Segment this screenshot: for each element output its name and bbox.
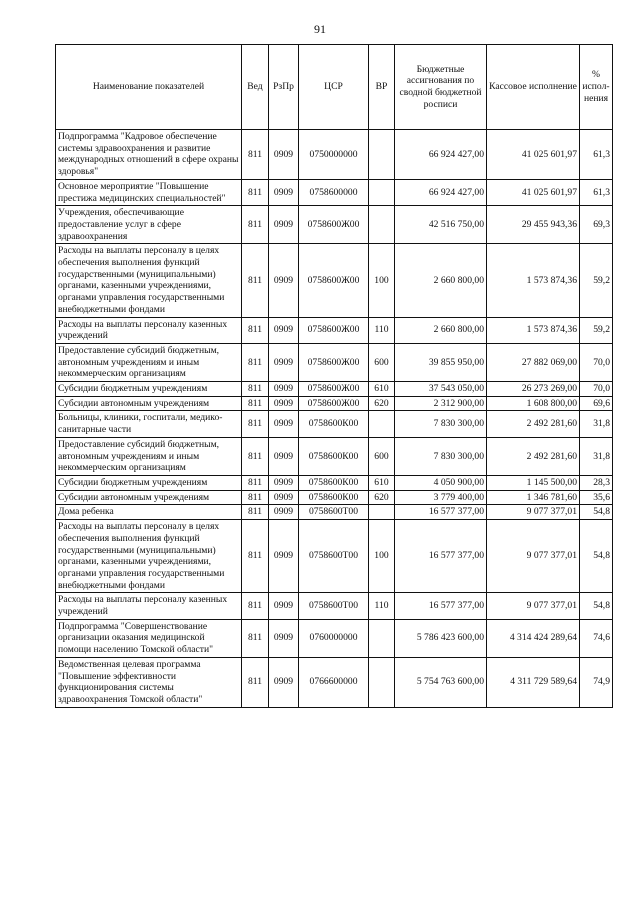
cell-rzpr: 0909 — [269, 130, 299, 180]
cell-plan: 16 577 377,00 — [395, 593, 487, 619]
cell-cash: 4 314 424 289,64 — [487, 619, 580, 657]
cell-pct: 69,6 — [580, 396, 613, 411]
cell-rzpr: 0909 — [269, 244, 299, 317]
cell-cash: 27 882 069,00 — [487, 343, 580, 381]
cell-vr — [369, 505, 395, 520]
cell-ved: 811 — [242, 657, 269, 707]
cell-pct: 59,2 — [580, 244, 613, 317]
cell-pct: 70,0 — [580, 382, 613, 397]
cell-vr: 110 — [369, 317, 395, 343]
cell-plan: 7 830 300,00 — [395, 437, 487, 475]
table-row — [56, 411, 613, 437]
cell-cash: 9 077 377,01 — [487, 593, 580, 619]
cell-rzpr: 0909 — [269, 490, 299, 505]
cell-name: Расходы на выплаты персоналу в целях обеспечения выполнения функций государственными (муниципальными) органами, казенными учреждениями, органами управления государственными внебюджетными фондами — [56, 520, 242, 593]
cell-pct: 59,2 — [580, 317, 613, 343]
cell-vr: 600 — [369, 343, 395, 381]
cell-rzpr: 0909 — [269, 343, 299, 381]
cell-vr: 600 — [369, 437, 395, 475]
cell-rzpr: 0909 — [269, 382, 299, 397]
cell-csr: 0758600К00 — [299, 437, 369, 475]
cell-pct: 35,6 — [580, 490, 613, 505]
cell-name: Подпрограмма "Кадровое обеспечение системы здравоохранения и развитие международных отношений в сфере охраны здоровья" — [56, 130, 242, 180]
cell-pct: 74,6 — [580, 619, 613, 657]
cell-vr: 100 — [369, 520, 395, 593]
table-header-row — [56, 45, 613, 130]
table-body — [56, 130, 613, 708]
table-row — [56, 317, 613, 343]
cell-pct: 31,8 — [580, 437, 613, 475]
cell-ved: 811 — [242, 343, 269, 381]
cell-name: Субсидии автономным учреждениям — [56, 490, 242, 505]
cell-ved: 811 — [242, 520, 269, 593]
table-row — [56, 505, 613, 520]
cell-vr — [369, 619, 395, 657]
cell-pct: 61,3 — [580, 130, 613, 180]
cell-rzpr: 0909 — [269, 411, 299, 437]
cell-vr — [369, 657, 395, 707]
cell-plan: 4 050 900,00 — [395, 475, 487, 490]
cell-csr: 0758600Т00 — [299, 520, 369, 593]
cell-ved: 811 — [242, 593, 269, 619]
header-ved: Вед — [242, 45, 269, 130]
cell-csr: 0758600Т00 — [299, 505, 369, 520]
cell-plan: 37 543 050,00 — [395, 382, 487, 397]
header-cash: Кассовое исполнение — [487, 45, 580, 130]
cell-plan: 5 786 423 600,00 — [395, 619, 487, 657]
cell-cash: 1 573 874,36 — [487, 244, 580, 317]
cell-pct: 70,0 — [580, 343, 613, 381]
header-pct: % испол-нения — [580, 45, 613, 130]
cell-name: Расходы на выплаты персоналу казенных учреждений — [56, 317, 242, 343]
table-row — [56, 437, 613, 475]
table-row — [56, 520, 613, 593]
cell-ved: 811 — [242, 317, 269, 343]
cell-rzpr: 0909 — [269, 593, 299, 619]
cell-name: Основное мероприятие "Повышение престижа медицинских специальностей" — [56, 179, 242, 205]
table-row — [56, 382, 613, 397]
table-row — [56, 619, 613, 657]
cell-cash: 2 492 281,60 — [487, 437, 580, 475]
cell-name: Предоставление субсидий бюджетным, автономным учреждениям и иным некоммерческим организациям — [56, 343, 242, 381]
cell-plan: 16 577 377,00 — [395, 505, 487, 520]
cell-plan: 2 660 800,00 — [395, 317, 487, 343]
cell-plan: 39 855 950,00 — [395, 343, 487, 381]
cell-cash: 1 346 781,60 — [487, 490, 580, 505]
table-row — [56, 475, 613, 490]
cell-ved: 811 — [242, 490, 269, 505]
cell-vr — [369, 130, 395, 180]
cell-rzpr: 0909 — [269, 179, 299, 205]
cell-cash: 1 608 800,00 — [487, 396, 580, 411]
header-name: Наименование показателей — [56, 45, 242, 130]
cell-ved: 811 — [242, 411, 269, 437]
cell-vr — [369, 206, 395, 244]
cell-ved: 811 — [242, 130, 269, 180]
cell-pct: 54,8 — [580, 505, 613, 520]
cell-vr: 620 — [369, 490, 395, 505]
cell-cash: 29 455 943,36 — [487, 206, 580, 244]
cell-csr: 0758600Ж00 — [299, 244, 369, 317]
budget-execution-table — [55, 44, 613, 708]
cell-csr: 0766600000 — [299, 657, 369, 707]
cell-name: Субсидии бюджетным учреждениям — [56, 382, 242, 397]
cell-rzpr: 0909 — [269, 657, 299, 707]
cell-cash: 9 077 377,01 — [487, 520, 580, 593]
cell-vr — [369, 411, 395, 437]
cell-rzpr: 0909 — [269, 437, 299, 475]
cell-csr: 0758600К00 — [299, 475, 369, 490]
cell-vr: 610 — [369, 382, 395, 397]
cell-vr: 110 — [369, 593, 395, 619]
table-row — [56, 130, 613, 180]
header-csr: ЦСР — [299, 45, 369, 130]
cell-cash: 1 145 500,00 — [487, 475, 580, 490]
table-row — [56, 593, 613, 619]
table-row — [56, 490, 613, 505]
cell-ved: 811 — [242, 437, 269, 475]
cell-name: Расходы на выплаты персоналу в целях обеспечения выполнения функций государственными (муниципальными) органами, казенными учреждениями, органами управления государственными внебюджетными фондами — [56, 244, 242, 317]
cell-csr: 0758600000 — [299, 179, 369, 205]
cell-plan: 7 830 300,00 — [395, 411, 487, 437]
cell-name: Ведомственная целевая программа "Повышение эффективности функционирования системы здравоохранения Томской области" — [56, 657, 242, 707]
cell-name: Учреждения, обеспечивающие предоставление услуг в сфере здравоохранения — [56, 206, 242, 244]
cell-cash: 41 025 601,97 — [487, 130, 580, 180]
cell-ved: 811 — [242, 475, 269, 490]
cell-name: Субсидии бюджетным учреждениям — [56, 475, 242, 490]
cell-cash: 9 077 377,01 — [487, 505, 580, 520]
cell-plan: 16 577 377,00 — [395, 520, 487, 593]
cell-plan: 66 924 427,00 — [395, 130, 487, 180]
cell-cash: 26 273 269,00 — [487, 382, 580, 397]
cell-ved: 811 — [242, 206, 269, 244]
cell-name: Подпрограмма "Совершенствование организации оказания медицинской помощи населению Томской области" — [56, 619, 242, 657]
cell-pct: 28,3 — [580, 475, 613, 490]
header-vr: ВР — [369, 45, 395, 130]
cell-pct: 61,3 — [580, 179, 613, 205]
cell-name: Больницы, клиники, госпитали, медико-санитарные части — [56, 411, 242, 437]
cell-rzpr: 0909 — [269, 505, 299, 520]
cell-csr: 0758600Ж00 — [299, 343, 369, 381]
cell-pct: 54,8 — [580, 593, 613, 619]
cell-name: Предоставление субсидий бюджетным, автономным учреждениям и иным некоммерческим организациям — [56, 437, 242, 475]
cell-ved: 811 — [242, 619, 269, 657]
cell-cash: 2 492 281,60 — [487, 411, 580, 437]
cell-vr — [369, 179, 395, 205]
cell-vr: 620 — [369, 396, 395, 411]
table-row — [56, 244, 613, 317]
cell-vr: 100 — [369, 244, 395, 317]
cell-csr: 0758600Ж00 — [299, 382, 369, 397]
cell-csr: 0758600К00 — [299, 411, 369, 437]
cell-rzpr: 0909 — [269, 206, 299, 244]
cell-csr: 0760000000 — [299, 619, 369, 657]
cell-cash: 1 573 874,36 — [487, 317, 580, 343]
cell-rzpr: 0909 — [269, 396, 299, 411]
cell-pct: 31,8 — [580, 411, 613, 437]
cell-ved: 811 — [242, 179, 269, 205]
cell-cash: 4 311 729 589,64 — [487, 657, 580, 707]
table-row — [56, 343, 613, 381]
cell-rzpr: 0909 — [269, 520, 299, 593]
cell-plan: 2 660 800,00 — [395, 244, 487, 317]
cell-name: Расходы на выплаты персоналу казенных учреждений — [56, 593, 242, 619]
table-row — [56, 657, 613, 707]
cell-plan: 3 779 400,00 — [395, 490, 487, 505]
cell-plan: 2 312 900,00 — [395, 396, 487, 411]
cell-plan: 5 754 763 600,00 — [395, 657, 487, 707]
cell-plan: 66 924 427,00 — [395, 179, 487, 205]
cell-rzpr: 0909 — [269, 475, 299, 490]
cell-name: Дома ребенка — [56, 505, 242, 520]
cell-name: Субсидии автономным учреждениям — [56, 396, 242, 411]
cell-pct: 54,8 — [580, 520, 613, 593]
cell-csr: 0758600К00 — [299, 490, 369, 505]
table-row — [56, 179, 613, 205]
page-number: 91 — [314, 22, 326, 36]
cell-ved: 811 — [242, 244, 269, 317]
cell-vr: 610 — [369, 475, 395, 490]
cell-cash: 41 025 601,97 — [487, 179, 580, 205]
cell-pct: 74,9 — [580, 657, 613, 707]
cell-csr: 0758600Ж00 — [299, 317, 369, 343]
cell-csr: 0758600Т00 — [299, 593, 369, 619]
cell-csr: 0758600Ж00 — [299, 396, 369, 411]
cell-plan: 42 516 750,00 — [395, 206, 487, 244]
cell-ved: 811 — [242, 396, 269, 411]
header-plan: Бюджетные ассигнования по сводной бюджетной росписи — [395, 45, 487, 130]
cell-rzpr: 0909 — [269, 619, 299, 657]
table-row — [56, 206, 613, 244]
header-rzpr: РзПр — [269, 45, 299, 130]
cell-rzpr: 0909 — [269, 317, 299, 343]
cell-ved: 811 — [242, 505, 269, 520]
cell-pct: 69,3 — [580, 206, 613, 244]
cell-csr: 0758600Ж00 — [299, 206, 369, 244]
table-row — [56, 396, 613, 411]
cell-ved: 811 — [242, 382, 269, 397]
cell-csr: 0750000000 — [299, 130, 369, 180]
